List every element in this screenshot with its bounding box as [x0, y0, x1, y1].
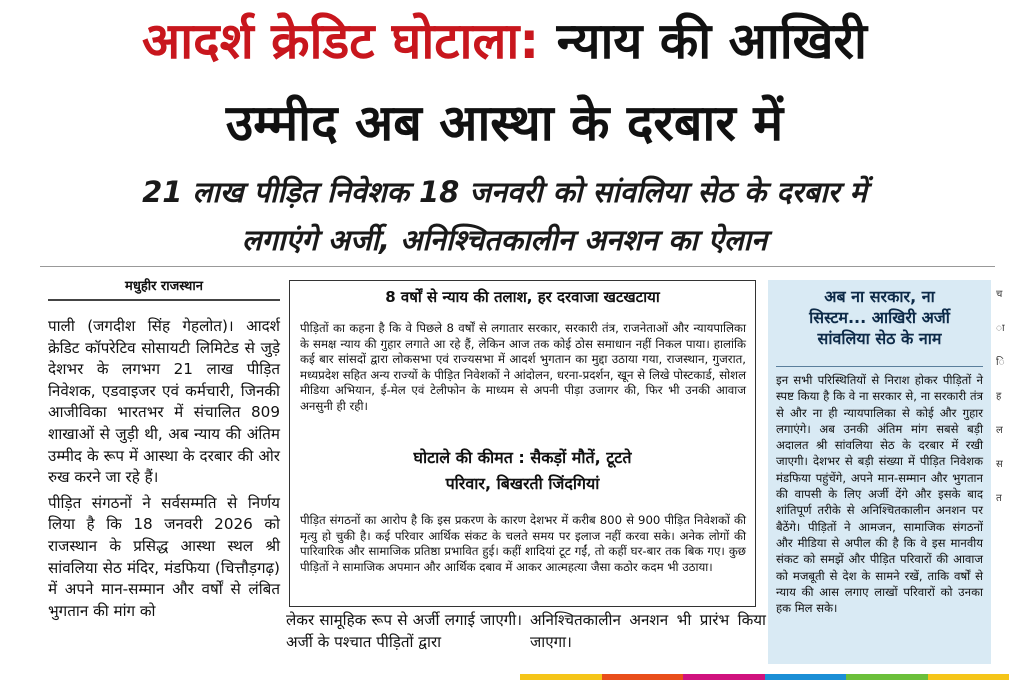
article-column-2-continuation: लेकर सामूहिक रूप से अर्जी लगाई जाएगी। अर्जी के पश्चात पीड़ितों द्वारा	[286, 611, 522, 651]
sidebar-box	[768, 280, 991, 664]
subheadline-line-2: लगाएंगे अर्जी, अनिश्चितकालीन अनशन का ऐलान	[241, 223, 768, 257]
color-bar-segment	[520, 674, 602, 680]
inset-box	[289, 280, 756, 607]
headline-line-1	[0, 8, 1009, 74]
edge-fragment: त	[996, 493, 1002, 504]
headline-red-part: आदर्श क्रेडिट घोटाला:	[142, 12, 540, 70]
color-bar-segment	[765, 674, 847, 680]
sidebar-title-line-2: सिस्टम... आखिरी अर्जी	[809, 308, 950, 327]
edge-fragment: ा	[996, 323, 1005, 334]
article-paragraph-2: पीड़ित संगठनों ने सर्वसम्मति से निर्णय लिया है कि 18 जनवरी 2026 को राजस्थान के प्रसिद्ध आस्था स्थल श्री सांवलिया सेठ मंदिर, मंडफिया (चित्तौड़गढ़) में अपने मान-सम्मान और वर्षों से लंबित भुगतान की मांग को	[48, 493, 280, 620]
article-paragraph-1: पाली (जगदीश सिंह गेहलोत)। आदर्श क्रेडिट कॉपरेटिव सोसायटी लिमिटेड से जुड़े देशभर के लगभग 21 लाख पीड़ित निवेशक, एडवाइजर एवं कर्मचारी, जिनकी आजीविका भारतभर में संचालित 809 शाखाओं से जुड़ी थी, अब न्याय की अंतिम उम्मीद के रूप में आस्था के दरबार की ओर रुख करने जा रहे हैं।	[48, 317, 280, 487]
dateline-underline	[48, 299, 280, 301]
article-column-3-continuation: अनिश्चितकालीन अनशन भी प्रारंभ किया जाएगा।	[530, 611, 766, 651]
sidebar-divider	[776, 366, 983, 367]
color-bar-segment	[928, 674, 1009, 680]
box-paragraph-2: पीड़ित संगठनों का आरोप है कि इस प्रकरण के कारण देशभर में करीब 800 से 900 पीड़ित निवेशकों की मृत्यु हो चुकी है। कई परिवार आर्थिक संकट के चलते समय पर इलाज नहीं करवा सके। अनेक लोगों की पारिवारिक और सामाजिक प्रतिष्ठा प्रभावित हुई। कहीं शादियां टूट गईं, तो कहीं घर-बार तक बिक गए। कुछ पीड़ितों ने सामाजिक अपमान और आर्थिक दबाव में आकर आत्महत्या जैसा कठोर कदम भी उठाया।	[300, 513, 746, 574]
sidebar-title-line-1: अब ना सरकार, ना	[824, 287, 935, 306]
article-column-1	[48, 316, 280, 622]
box-paragraph-1: पीड़ितों का कहना है कि वे पिछले 8 वर्षों से लगातार सरकार, सरकारी तंत्र, राजनेताओं और न्यायपालिका के समक्ष न्याय की गुहार लगाते आ रहे हैं, लेकिन आज तक कोई ठोस समाधान नहीं निकल पाया। हालांकि कई बार सांसदों द्वारा लोकसभा एवं राज्यसभा में आदर्श भुगतान का मुद्दा उठाया गया, राजस्थान, गुजरात, मध्यप्रदेश सहित अन्य राज्यों के पीड़ित निवेशकों ने आंदोलन, धरना-प्रदर्शन, खून से लिखे पोस्टकार्ड, सोशल मीडिया अभियान, ई-मेल एवं टेलीफोन के माध्यम से अपनी पीड़ा उजागर की, फिर भी उनकी आवाज अनसुनी ही रही।	[300, 321, 746, 413]
box-title: 8 वर्षों से न्याय की तलाश, हर दरवाजा खटखटाया	[385, 288, 660, 306]
edge-fragment: ि	[996, 357, 1005, 368]
headline-black-part: न्याय की आखिरी	[556, 12, 867, 70]
color-bar-segment	[602, 674, 684, 680]
sidebar-body: इन सभी परिस्थितियों से निराश होकर पीड़ितों ने स्पष्ट किया है कि वे ना सरकार से, ना सरकारी तंत्र से और ना ही न्यायपालिका से कोई और गुहार लगाएंगे। अब उनकी अंतिम मांग सबसे बड़ी अदालत श्री सांवलिया सेठ के दरबार में रखी जाएगी। देशभर से बड़ी संख्या में पीड़ित निवेशक मंडफिया पहुंचेंगे, अपने मान-सम्मान और भुगतान की वापसी के लिए अर्जी देंगे और इसके बाद शांतिपूर्ण तरीके से अनिश्चितकालीन अनशन पर बैठेंगे। पीड़ितों ने आमजन, सामाजिक संगठनों और मीडिया से अपील की है कि वे इस मानवीय संकट को समझें और पीड़ित परिवारों की आवाज को मजबूती से देश के सामने रखें, ताकि वर्षों से न्याय की आस लगाए लाखों परिवारों को उनका हक मिल सके।	[776, 373, 983, 616]
color-bar-segment	[683, 674, 765, 680]
edge-fragment: ह	[996, 391, 1002, 402]
edge-fragment: च	[996, 289, 1003, 300]
section-divider	[40, 266, 995, 267]
color-bar-segment	[846, 674, 928, 680]
subheadline-line-1: 21 लाख पीड़ित निवेशक 18 जनवरी को सांवलिया सेठ के दरबार में	[142, 175, 867, 209]
box-subheading-line-1: घोटाले की कीमत : सैकड़ों मौतें, टूटते	[413, 448, 632, 467]
color-bar	[520, 674, 1009, 680]
dateline: मधुहीर राजस्थान	[125, 279, 203, 294]
edge-fragment: ल	[996, 425, 1003, 436]
edge-fragment: स	[996, 459, 1003, 470]
box-subheading-line-2: परिवार, बिखरती जिंदगियां	[445, 474, 600, 493]
headline-line-2: उम्मीद अब आस्था के दरबार में	[225, 94, 784, 152]
sidebar-title	[768, 286, 991, 349]
box-subheading	[290, 445, 755, 497]
sidebar-title-line-3: सांवलिया सेठ के नाम	[817, 329, 942, 348]
adjacent-column-fragment	[996, 286, 1009, 646]
